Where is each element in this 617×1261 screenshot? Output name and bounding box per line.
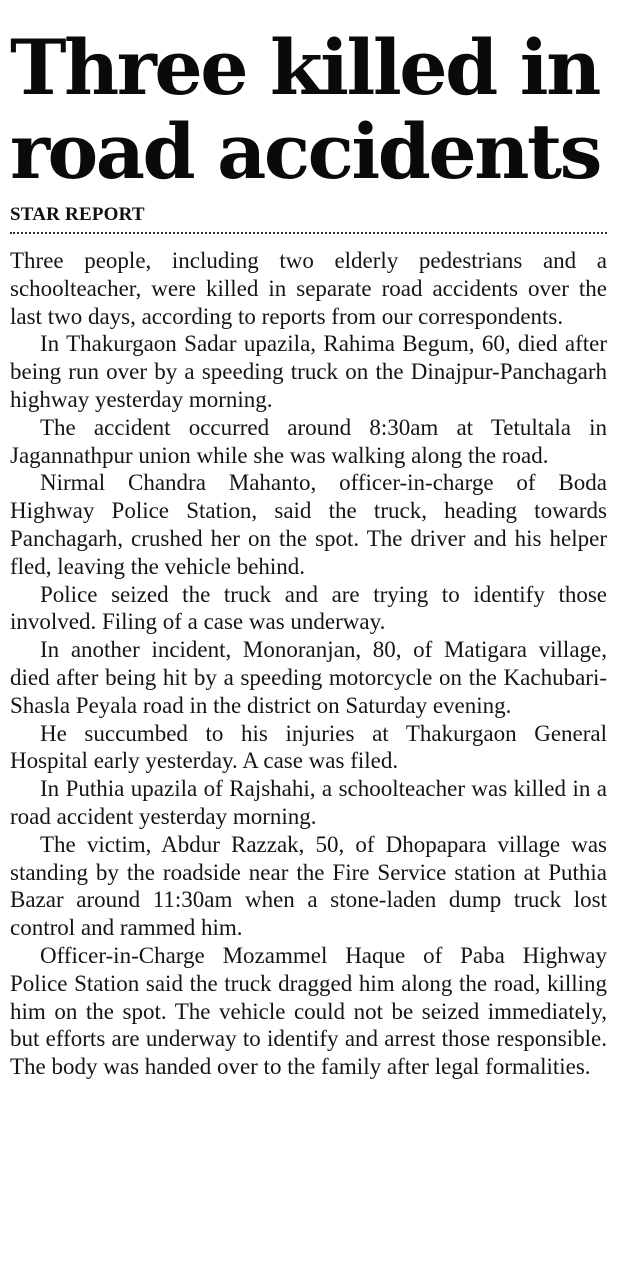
byline-divider: [10, 232, 607, 234]
news-article: [10, 0, 607, 1081]
body-paragraph: The accident occurred around 8:30am at Tetultala in Jagannathpur union while she was walking along the road.: [10, 414, 607, 468]
body-paragraph: Three people, including two elderly pedestrians and a schoolteacher, were killed in separate road accidents over the last two days, according to reports from our correspondents.: [10, 248, 607, 329]
body-paragraph: In another incident, Monoranjan, 80, of Matigara village, died after being hit by a speeding motorcycle on the Kachubari-Shasla Peyala road in the district on Saturday evening.: [10, 637, 607, 718]
body-paragraph: Officer-in-Charge Mozammel Haque of Paba Highway Police Station said the truck dragged him along the road, killing him on the spot. The vehicle could not be seized immediately, but efforts are underway to identify and arrest those responsible. The body was handed over to the family after legal formalities.: [10, 942, 607, 1080]
body-paragraph: In Puthia upazila of Rajshahi, a schoolteacher was killed in a road accident yesterday morning.: [10, 776, 607, 829]
body-paragraph: Nirmal Chandra Mahanto, officer-in-charge of Boda Highway Police Station, said the truck, heading towards Panchagarh, crushed her on the spot. The driver and his helper fled, leaving the vehicle behind.: [10, 470, 607, 579]
article-body: [10, 247, 607, 1081]
article-headline: Three killed in road accidents: [10, 23, 600, 196]
article-byline: STAR REPORT: [10, 204, 145, 225]
body-paragraph: Police seized the truck and are trying to identify those involved. Filing of a case was underway.: [10, 581, 607, 635]
body-paragraph: The victim, Abdur Razzak, 50, of Dhopapara village was standing by the roadside near the Fire Service station at Puthia Bazar around 11:30am when a stone-laden dump truck lost control and rammed him.: [10, 831, 607, 941]
body-paragraph: In Thakurgaon Sadar upazila, Rahima Begum, 60, died after being run over by a speeding truck on the Dinajpur-Panchagarh highway yesterday morning.: [10, 331, 607, 412]
body-paragraph: He succumbed to his injuries at Thakurgaon General Hospital early yesterday. A case was filed.: [10, 720, 607, 774]
